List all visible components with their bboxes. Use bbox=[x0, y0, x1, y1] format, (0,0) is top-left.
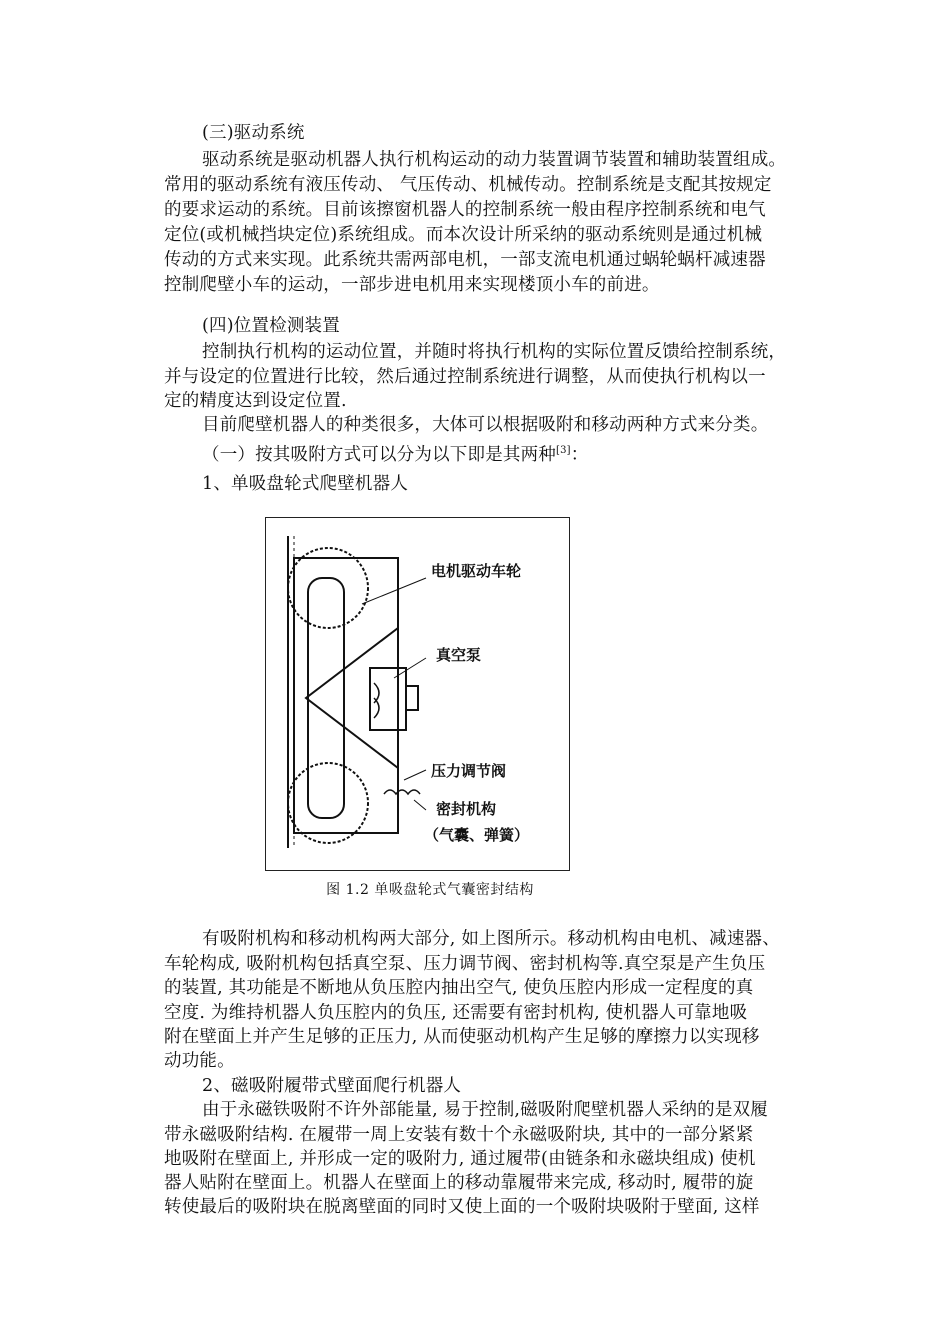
paragraph-line: 车轮构成, 吸附机构包括真空泵、压力调节阀、密封机构等.真空泵是产生负压 bbox=[164, 954, 766, 974]
label-vacuum-pump: 真空泵 bbox=[436, 646, 482, 664]
leader-motor-wheel bbox=[362, 578, 426, 604]
list-item-single-suction: 1、单吸盘轮式爬壁机器人 bbox=[202, 474, 409, 494]
figure-caption: 图 1.2 单吸盘轮式气囊密封结构 bbox=[326, 882, 534, 898]
leader-seal bbox=[414, 800, 426, 810]
paragraph-line: 器人贴附在壁面上。机器人在壁面上的移动靠履带来完成, 移动时, 履带的旋 bbox=[164, 1173, 754, 1193]
figure-frame bbox=[265, 517, 570, 871]
pump-shaft bbox=[406, 686, 418, 710]
bottom-wheel bbox=[288, 763, 368, 843]
classification-text: （一）按其吸附方式可以分为以下即是其两种 bbox=[202, 445, 556, 465]
suction-cone bbox=[306, 628, 398, 768]
single-suction-robot-diagram bbox=[266, 518, 568, 869]
paragraph-line: 常用的驱动系统有液压传动、 气压传动、机械传动。控制系统是支配其按规定 bbox=[164, 175, 772, 195]
seal-mechanism-shape bbox=[384, 790, 420, 794]
paragraph-line: 的要求运动的系统。目前该擦窗机器人的控制系统一般由程序控制系统和电气 bbox=[164, 200, 766, 220]
paragraph-line: 地吸附在壁面上, 并形成一定的吸附力, 通过履带(由链条和永磁块组成) 使机 bbox=[164, 1149, 756, 1169]
label-motor-wheel: 电机驱动车轮 bbox=[431, 562, 522, 580]
paragraph-line: 传动的方式来实现。此系统共需两部电机，一部支流电机通过蜗轮蜗杆减速器 bbox=[164, 250, 766, 270]
section-heading-drive-system: (三)驱动系统 bbox=[202, 123, 305, 143]
classification-line bbox=[202, 444, 862, 466]
top-wheel bbox=[288, 548, 368, 628]
label-seal-note: （气囊、弹簧） bbox=[424, 826, 530, 844]
paragraph-line: 由于永磁铁吸附不许外部能量, 易于控制,磁吸附爬壁机器人采纳的是双履 bbox=[202, 1100, 768, 1120]
pump-fan bbox=[374, 683, 379, 718]
citation-mark: [3] bbox=[556, 445, 571, 457]
list-item-magnetic-track: 2、磁吸附履带式壁面爬行机器人 bbox=[202, 1076, 462, 1096]
section-heading-position-detection: (四)位置检测装置 bbox=[202, 316, 340, 336]
label-seal: 密封机构 bbox=[436, 800, 497, 818]
paragraph-line: 驱动系统是驱动机器人执行机构运动的动力装置调节装置和辅助装置组成。 bbox=[202, 150, 787, 170]
paragraph-line: 带永磁吸附结构. 在履带一周上安装有数十个永磁吸附块, 其中的一部分紧紧 bbox=[164, 1125, 754, 1145]
paragraph-line: 有吸附机构和移动机构两大部分, 如上图所示。移动机构由电机、减速器、 bbox=[202, 929, 780, 949]
paragraph-line: 控制爬壁小车的运动，一部步进电机用来实现楼顶小车的前进。 bbox=[164, 275, 660, 295]
classification-suffix: ： bbox=[570, 445, 589, 465]
paragraph-line: 目前爬壁机器人的种类很多，大体可以根据吸附和移动两种方式来分类。 bbox=[202, 415, 769, 435]
leader-pressure-valve bbox=[404, 770, 426, 780]
paragraph-line: 并与设定的位置进行比较，然后通过控制系统进行调整，从而使执行机构以一 bbox=[164, 367, 766, 387]
paragraph-line: 空度. 为维持机器人负压腔内的负压, 还需要有密封机构, 使机器人可靠地吸 bbox=[164, 1003, 748, 1023]
paragraph-line: 控制执行机构的运动位置，并随时将执行机构的实际位置反馈给控制系统， bbox=[202, 342, 787, 362]
paragraph-line: 动功能。 bbox=[164, 1051, 235, 1071]
paragraph-line: 附在壁面上并产生足够的正压力, 从而使驱动机构产生足够的摩擦力以实现移 bbox=[164, 1027, 760, 1047]
label-pressure-valve: 压力调节阀 bbox=[431, 762, 507, 780]
paragraph-line: 转使最后的吸附块在脱离壁面的同时又使上面的一个吸附块吸附于壁面, 这样 bbox=[164, 1197, 760, 1217]
paragraph-line: 定位(或机械挡块定位)系统组成。而本次设计所采纳的驱动系统则是通过机械 bbox=[164, 225, 763, 245]
paragraph-line: 的装置, 其功能是不断地从负压腔内抽出空气, 使负压腔内形成一定程度的真 bbox=[164, 978, 754, 998]
paragraph-line: 定的精度达到设定位置. bbox=[164, 391, 347, 411]
track-link bbox=[308, 578, 344, 818]
